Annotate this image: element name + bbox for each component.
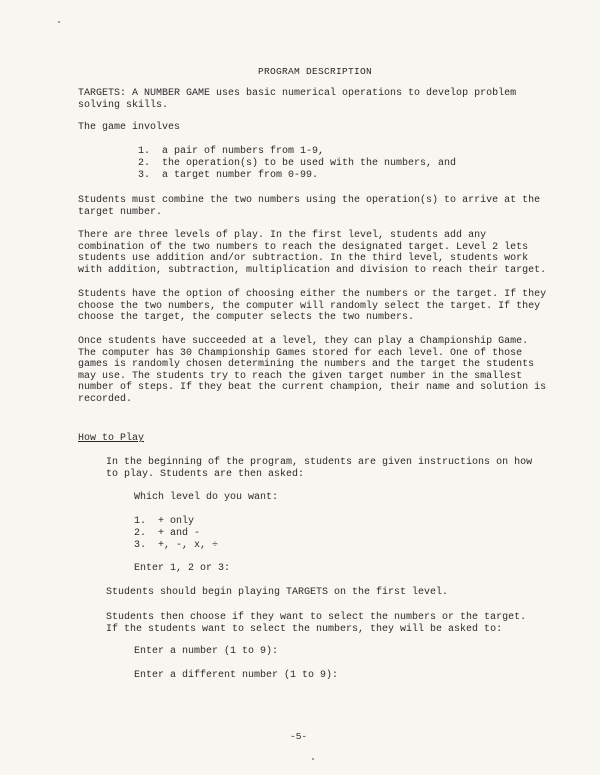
option-paragraph: Students have the option of choosing either the numbers or the target. If they choose the two numbers, the computer will randomly select the target. If they choose the target, the computer selects the two numbers. xyxy=(78,289,547,323)
involves-item-2: 2. the operation(s) to be used with the numbers, and xyxy=(138,158,457,169)
speck-mark xyxy=(312,758,314,760)
level-prompt: Which level do you want: xyxy=(134,492,279,503)
speck-mark xyxy=(58,21,60,23)
combine-paragraph: Students must combine the two numbers using the operation(s) to arrive at the target number. xyxy=(78,195,541,218)
championship-paragraph: Once students have succeeded at a level, they can play a Championship Game. The computer has 30 Championship Games stored for each level. One of those games is randomly chosen determining the numbers and the target the students may use. The students try to reach the given target number in the smallest number of steps. If they beat the current champion, their name and solution is recorded. xyxy=(78,336,547,405)
involves-item-3: 3. a target number from 0-99. xyxy=(138,170,319,181)
page-title: PROGRAM DESCRIPTION xyxy=(258,66,373,77)
intro-paragraph: TARGETS: A NUMBER GAME uses basic numerical operations to develop problem solving skills. xyxy=(78,88,517,111)
levels-paragraph: There are three levels of play. In the first level, students add any combination of the two numbers to reach the designated target. Level 2 lets students use addition and/or subtraction. In the third level, students work with addition, subtraction, multiplication and division to reach their target. xyxy=(78,230,547,276)
level-option-1: 1. + only xyxy=(134,516,195,527)
number-prompt-1: Enter a number (1 to 9): xyxy=(134,646,279,657)
begin-paragraph: Students should begin playing TARGETS on the first level. xyxy=(106,587,449,598)
level-option-2: 2. + and - xyxy=(134,528,201,539)
involves-lead: The game involves xyxy=(78,122,181,133)
involves-item-1: 1. a pair of numbers from 1-9, xyxy=(138,146,325,157)
how-to-play-heading: How to Play xyxy=(78,433,145,444)
choose-paragraph: Students then choose if they want to select the numbers or the target. If the students want to select the numbers, they will be asked to: xyxy=(106,612,527,635)
how-to-play-intro: In the beginning of the program, students are given instructions on how to play. Students are then asked: xyxy=(106,457,533,480)
level-option-3: 3. +, -, x, ÷ xyxy=(134,540,219,551)
page-number: -5- xyxy=(290,731,308,742)
enter-level-prompt: Enter 1, 2 or 3: xyxy=(134,563,231,574)
number-prompt-2: Enter a different number (1 to 9): xyxy=(134,670,339,681)
